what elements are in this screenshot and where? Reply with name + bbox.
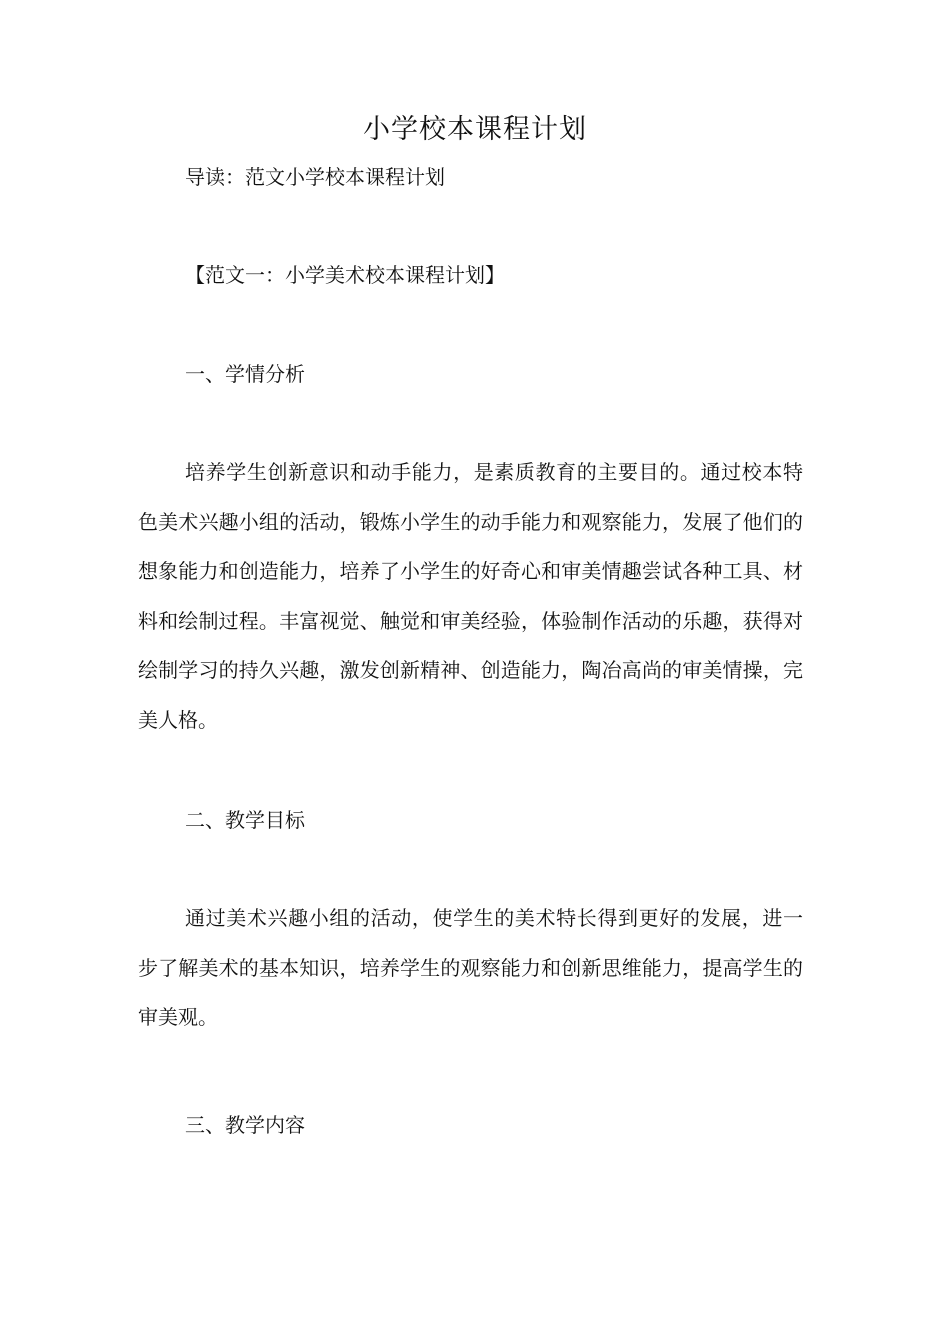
section-body-2: 通过美术兴趣小组的活动，使学生的美术特长得到更好的发展，进一步了解美术的基本知识，培养学生的观察能力和创新思维能力，提高学生的审美观。 [138, 906, 803, 1030]
section-heading-2: 二、教学目标 [185, 808, 305, 832]
section-body-1: 培养学生创新意识和动手能力，是素质教育的主要目的。通过校本特色美术兴趣小组的活动，锻炼小学生的动手能力和观察能力，发展了他们的想象能力和创造能力，培养了小学生的好奇心和审美情趣尝试各种工具、材料和绘制过程。丰富视觉、触觉和审美经验，体验制作活动的乐趣，获得对绘制学习的持久兴趣，激发创新精神、创造能力，陶冶高尚的审美情操，完美人格。 [138, 460, 803, 732]
sample-heading: 【范文一：小学美术校本课程计划】 [185, 263, 505, 287]
section-heading-1: 一、学情分析 [185, 362, 305, 386]
section-heading-3: 三、教学内容 [185, 1113, 305, 1137]
intro-line: 导读：范文小学校本课程计划 [185, 165, 445, 189]
document-title: 小学校本课程计划 [363, 114, 587, 145]
